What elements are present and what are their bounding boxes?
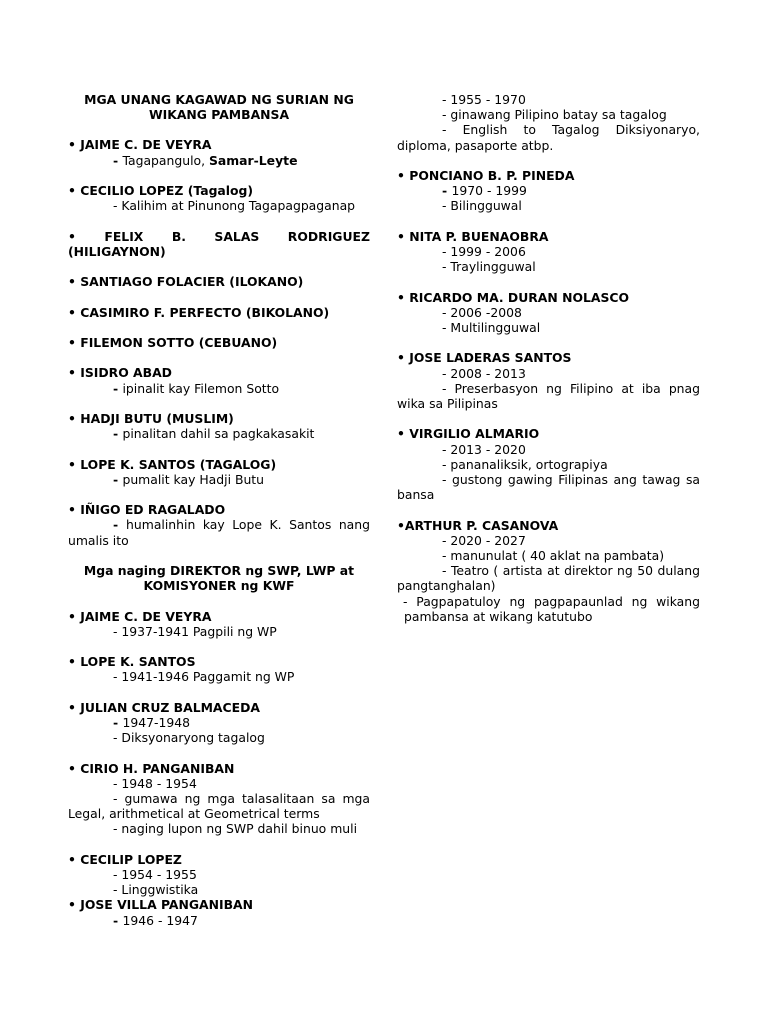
member-name: • LOPE K. SANTOS (TAGALOG) <box>68 456 277 472</box>
member-name: • IÑIGO ED RAGALADO <box>68 502 226 518</box>
detail-text: Tagapangulo, <box>122 152 209 168</box>
right-column <box>397 92 700 624</box>
member-name: • FILEMON SOTTO (CEBUANO) <box>68 334 278 350</box>
director-name: • JULIAN CRUZ BALMACEDA <box>68 699 260 715</box>
detail-text: humalinhin kay Lope K. Santos nang umalis ito <box>68 517 370 548</box>
dash-marker: - <box>113 152 123 168</box>
director-detail: - 2006 -2008 <box>442 304 522 320</box>
member-name: • SANTIAGO FOLACIER (ILOKANO) <box>68 274 304 290</box>
detail-bold-text: Samar-Leyte <box>208 152 298 168</box>
member-detail <box>68 426 370 441</box>
director-detail: - English to Tagalog Diksiyonaryo, diploma, pasaporte atbp. <box>397 122 700 153</box>
dash-marker: - <box>113 912 123 928</box>
director-entry <box>397 168 700 214</box>
detail-text: ipinalit kay Filemon Sotto <box>122 380 280 396</box>
member-detail <box>68 472 370 487</box>
member-detail <box>68 517 370 547</box>
detail-text: pumalit kay Hadji Butu <box>122 471 265 487</box>
director-entry <box>68 700 370 746</box>
director-entry <box>397 426 700 502</box>
detail-text: 1970 - 1999 <box>451 183 527 199</box>
dash-marker: - <box>113 380 123 396</box>
member-name: • HADJI BUTU (MUSLIM) <box>68 410 234 426</box>
director-detail <box>397 183 700 198</box>
document-title <box>68 92 370 122</box>
director-detail: - 2020 - 2027 <box>442 532 526 548</box>
director-name: • LOPE K. SANTOS <box>68 654 196 670</box>
director-detail: - manunulat ( 40 aklat na pambata) <box>442 548 665 563</box>
director-entry <box>397 229 700 275</box>
director-entry <box>68 609 370 639</box>
director-entry <box>68 897 370 927</box>
director-name: •ARTHUR P. CASANOVA <box>397 517 559 533</box>
director-name: • CIRIO H. PANGANIBAN <box>68 760 235 776</box>
director-detail: - 2013 - 2020 <box>442 441 526 457</box>
director-detail <box>68 913 370 928</box>
director-name: • JOSE LADERAS SANTOS <box>397 350 572 366</box>
section-title-line-2: KOMISYONER ng KWF <box>143 578 295 594</box>
member-name <box>68 305 370 320</box>
director-detail: - Teatro ( artista at direktor ng 50 dulang pangtanghalan) <box>397 563 700 594</box>
member-name-text: • CECILIO LOPEZ <box>68 183 188 198</box>
director-entry <box>68 761 370 837</box>
member-name <box>68 183 370 198</box>
director-detail: - Diksyonaryong tagalog <box>113 730 265 746</box>
director-detail: - gumawa ng mga talasalitaan sa mga Legal, arithmetical at Geometrical terms <box>68 790 370 822</box>
left-column <box>68 92 370 928</box>
dash-marker: - <box>442 183 452 199</box>
section-title <box>68 563 370 593</box>
member-name-line-1: • FELIX B. SALAS RODRIGUEZ <box>68 228 370 244</box>
director-detail: - gustong gawing Filipinas ang tawag sa bansa <box>397 472 700 503</box>
director-detail: - 2008 - 2013 <box>442 365 526 381</box>
member-entry <box>68 137 370 167</box>
director-name: • CECILIP LOPEZ <box>68 851 182 867</box>
director-name: • RICARDO MA. DURAN NOLASCO <box>397 289 630 305</box>
director-name: • JAIME C. DE VEYRA <box>68 608 212 624</box>
title-line-1: MGA UNANG KAGAWAD NG SURIAN NG <box>84 92 354 107</box>
member-entry <box>68 457 370 487</box>
director-detail: - Pagpapatuloy ng pagpapaunlad ng wikang pambansa at wikang katutubo <box>403 593 700 624</box>
director-detail: - 1948 - 1954 <box>113 775 197 791</box>
dash-marker: - <box>113 517 127 533</box>
director-name: • JOSE VILLA PANGANIBAN <box>68 897 254 913</box>
member-entry <box>68 305 370 320</box>
director-detail <box>68 715 370 730</box>
member-entry <box>68 229 370 259</box>
director-detail: - Multilingguwal <box>442 320 541 335</box>
dash-marker: - <box>113 714 123 730</box>
member-detail: - Kalihim at Pinunong Tagapagpaganap <box>113 198 356 214</box>
director-entry <box>68 654 370 684</box>
director-detail: - pananaliksik, ortograpiya <box>442 456 608 472</box>
detail-text: pinalitan dahil sa pagkakasakit <box>122 426 315 442</box>
detail-text: 1946 - 1947 <box>122 912 198 928</box>
member-name: • JAIME C. DE VEYRA <box>68 137 212 153</box>
member-entry <box>68 274 370 289</box>
director-entry <box>397 290 700 336</box>
section-title-line-1: Mga naging DIREKTOR ng SWP, LWP at <box>83 562 355 578</box>
director-name: • PONCIANO B. P. PINEDA <box>397 168 575 183</box>
director-name: • VIRGILIO ALMARIO <box>397 426 540 442</box>
member-language: (BIKOLANO) <box>245 304 330 320</box>
director-detail: - 1955 - 1970 <box>442 92 526 107</box>
director-detail: - Preserbasyon ng Filipino at iba pnag wika sa Pilipinas <box>397 380 700 411</box>
director-name: • NITA P. BUENAOBRA <box>397 228 549 244</box>
director-detail: - 1999 - 2006 <box>442 244 526 259</box>
member-language: (Tagalog) <box>187 183 254 198</box>
director-detail: - Bilingguwal <box>442 198 522 214</box>
member-name-text: • CASIMIRO F. PERFECTO <box>68 304 246 320</box>
title-line-2: WIKANG PAMBANSA <box>148 107 290 123</box>
member-detail <box>68 381 370 396</box>
member-entry <box>68 411 370 441</box>
member-name-line-2: (HILIGAYNON) <box>68 243 166 259</box>
member-detail <box>68 153 370 168</box>
member-entry <box>68 183 370 213</box>
director-detail: - ginawang Pilipino batay sa tagalog <box>442 107 667 123</box>
director-detail: - 1941-1946 Paggamit ng WP <box>113 669 295 685</box>
dash-marker: - <box>113 426 123 442</box>
dash-marker: - <box>113 471 123 487</box>
member-entry <box>68 365 370 395</box>
member-entry <box>68 502 370 548</box>
director-detail: - Traylingguwal <box>442 259 536 275</box>
director-entry <box>397 518 700 624</box>
director-detail: - naging lupon ng SWP dahil binuo muli <box>113 821 358 837</box>
member-entry <box>68 335 370 350</box>
member-name: • ISIDRO ABAD <box>68 365 172 381</box>
director-entry <box>68 852 370 898</box>
director-detail: - Linggwistika <box>113 882 199 898</box>
detail-text: 1947-1948 <box>122 714 191 730</box>
director-entry-continued <box>397 92 700 153</box>
director-entry <box>397 350 700 411</box>
director-detail: - 1937-1941 Pagpili ng WP <box>113 623 277 639</box>
director-detail: - 1954 - 1955 <box>113 866 197 882</box>
